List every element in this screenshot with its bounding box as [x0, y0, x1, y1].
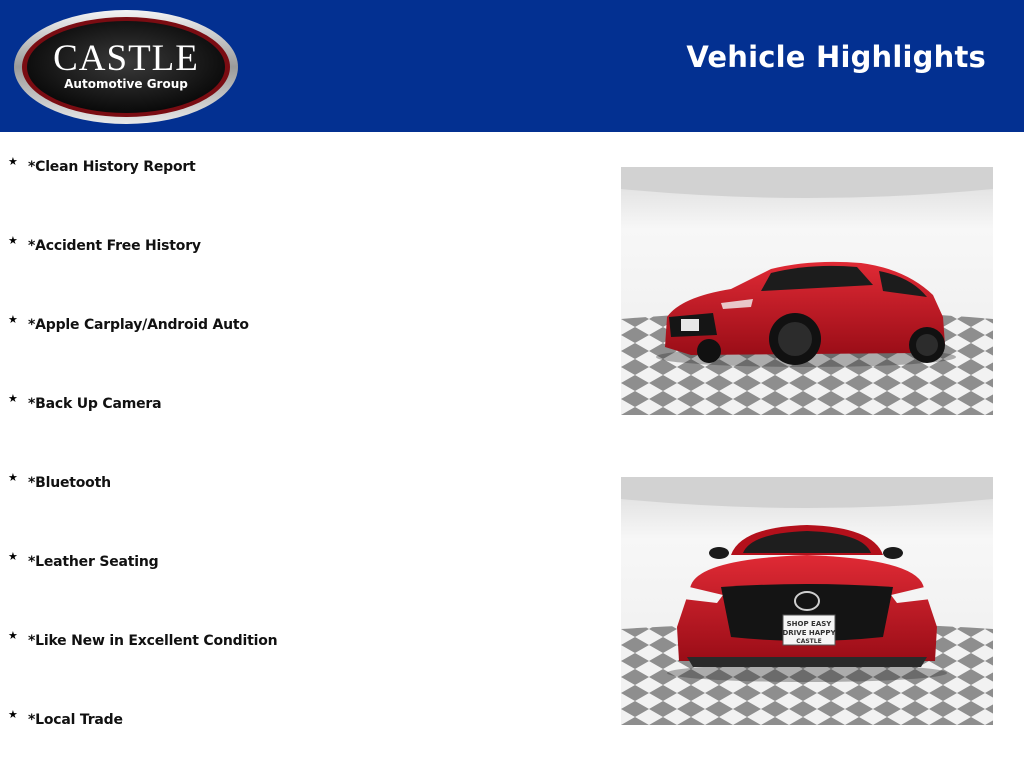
vehicle-photo-side: [621, 167, 993, 415]
highlight-label: *Like New in Excellent Condition: [28, 633, 278, 649]
highlight-item: [8, 393, 162, 419]
plate-text-3: CASTLE: [796, 638, 822, 645]
highlight-item: [8, 551, 159, 577]
highlight-label: *Clean History Report: [28, 159, 196, 175]
highlight-item: [8, 235, 201, 261]
castle-logo: [12, 8, 240, 126]
highlight-label: *Bluetooth: [28, 475, 111, 491]
star-icon: ★: [8, 551, 18, 563]
logo-brand-text: CASTLE: [53, 38, 199, 79]
highlight-item: [8, 472, 111, 498]
highlight-item: [8, 630, 278, 656]
star-icon: ★: [8, 235, 18, 247]
highlight-label: *Apple Carplay/Android Auto: [28, 317, 249, 333]
star-icon: ★: [8, 472, 18, 484]
star-icon: ★: [8, 314, 18, 326]
highlight-label: *Accident Free History: [28, 238, 201, 254]
star-icon: ★: [8, 393, 18, 405]
plate-text-1: SHOP EASY: [786, 620, 832, 628]
logo-sub-text: Automotive Group: [64, 77, 188, 91]
star-icon: ★: [8, 709, 18, 721]
highlight-label: *Leather Seating: [28, 554, 159, 570]
highlight-label: *Local Trade: [28, 712, 123, 728]
highlight-item: [8, 156, 196, 182]
highlight-item: [8, 709, 123, 735]
vehicle-photo-front: [621, 477, 993, 725]
plate-text-2: DRIVE HAPPY: [782, 629, 836, 637]
star-icon: ★: [8, 630, 18, 642]
header-banner: [0, 0, 1024, 132]
highlight-item: [8, 314, 249, 340]
star-icon: ★: [8, 156, 18, 168]
page-title: Vehicle Highlights: [686, 40, 986, 74]
highlight-label: *Back Up Camera: [28, 396, 162, 412]
